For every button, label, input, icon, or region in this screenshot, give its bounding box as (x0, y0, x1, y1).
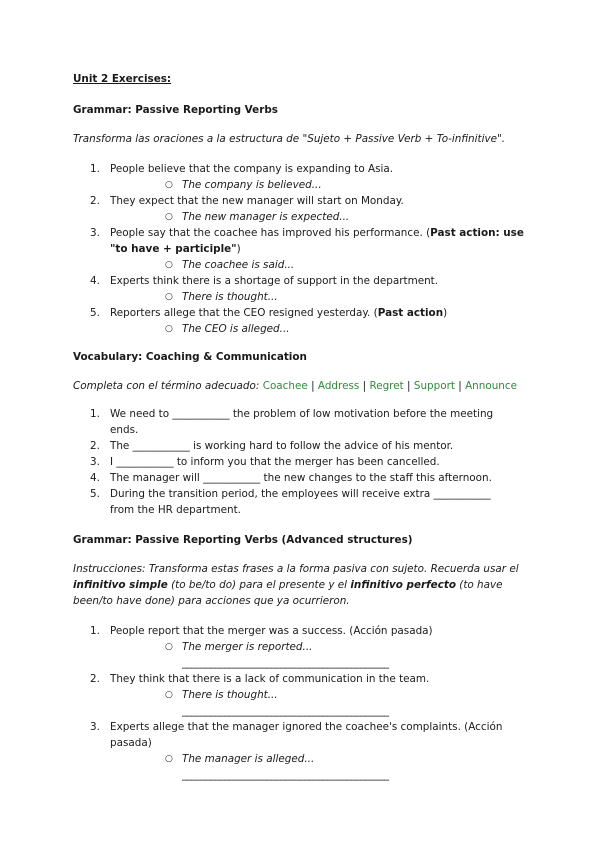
word-bank-item: Announce (465, 380, 517, 392)
item-text: Reporters allege that the CEO resigned yesterday. ( (110, 307, 378, 319)
item-hint: ○ The new manager is expected... (110, 209, 533, 225)
answer-blank-line[interactable]: ____________________________________________ (182, 769, 389, 781)
item-text: People say that the coachee has improved his performance. ( (110, 227, 431, 239)
item-text: They expect that the new manager will start on Monday. (110, 195, 404, 207)
vocabulary-instruction: Completa con el término adecuado: Coachee | Address | Regret | Support | Announce (73, 380, 517, 392)
item-text: They think that there is a lack of communication in the team. (110, 673, 430, 685)
section-heading-vocabulary: Vocabulary: Coaching & Communication (73, 351, 307, 363)
list-item: 2. They think that there is a lack of communication in the team. ○ There is thought... ____________________________________________ (73, 671, 533, 719)
section-heading-grammar: Grammar: Passive Reporting Verbs (73, 104, 278, 116)
section-instruction: Transforma las oraciones a la estructura de "Sujeto + Passive Verb + To-infinitive". (73, 133, 506, 145)
item-hint: ○ The coachee is said... (110, 257, 533, 273)
word-bank-item: Regret (369, 380, 404, 392)
item-text: The ___________ is working hard to follow the advice of his mentor. (110, 440, 454, 452)
item-note-bold: Past action: use "to have + participle" (110, 227, 524, 255)
list-item: 5. Reporters allege that the CEO resigned yesterday. (Past action) ○ The CEO is alleged... (73, 305, 533, 337)
item-note-bold: Past action (377, 307, 444, 319)
section-heading-advanced: Grammar: Passive Reporting Verbs (Advanced structures) (73, 534, 413, 546)
exercise-list-grammar (73, 161, 533, 337)
exercise-list-advanced (73, 623, 533, 783)
item-text: People believe that the company is expanding to Asia. (110, 163, 394, 175)
item-text: People report that the merger was a success. (Acción pasada) (110, 625, 433, 637)
word-bank-item: Support (413, 380, 455, 392)
list-item: 3. People say that the coachee has improved his performance. (Past action: use "to have + participle") ○ The coachee is said... (73, 225, 533, 273)
list-item: 1. People believe that the company is expanding to Asia. ○ The company is believed... (73, 161, 533, 193)
list-item: 2. They expect that the new manager will start on Monday. ○ The new manager is expected... (73, 193, 533, 225)
document-content (73, 71, 533, 783)
item-hint: ○ The CEO is alleged... (110, 321, 533, 337)
word-bank-item: Address (317, 380, 360, 392)
item-text: Experts think there is a shortage of support in the department. (110, 275, 439, 287)
answer-blank-line[interactable]: ____________________________________________ (182, 705, 389, 717)
item-text: During the transition period, the employees will receive extra ___________ from the HR department. (110, 488, 491, 516)
list-item: 4. The manager will ___________ the new changes to the staff this afternoon. (90, 472, 492, 484)
item-text: We need to ___________ the problem of low motivation before the meeting ends. (110, 408, 494, 436)
answer-blank-line[interactable]: ____________________________________________ (182, 657, 389, 669)
item-hint: ○ The merger is reported... ____________________________________________ (110, 639, 533, 671)
list-item: 4. Experts think there is a shortage of support in the department. ○ There is thought... (73, 273, 533, 305)
item-hint: ○ The manager is alleged... ____________________________________________ (110, 751, 533, 783)
item-text: The manager will ___________ the new changes to the staff this afternoon. (110, 472, 492, 484)
advanced-instruction: Instrucciones: Transforma estas frases a la forma pasiva con sujeto. Recuerda usar el infinitivo simple (to be/to do) para el presente y el infinitivo perfecto (to have been/to have done) para acciones que ya ocurrieron. (73, 563, 519, 607)
list-item: 5. During the transition period, the employees will receive extra ___________ from the HR department. (90, 488, 491, 516)
list-item: 1. People report that the merger was a success. (Acción pasada) ○ The merger is reported... ____________________________________________ (73, 623, 533, 671)
item-text: Experts allege that the manager ignored the coachee's complaints. (Acción pasada) (110, 721, 503, 749)
list-item: 2. The ___________ is working hard to follow the advice of his mentor. (90, 440, 454, 452)
item-text: I ___________ to inform you that the merger has been cancelled. (110, 456, 440, 468)
item-hint: ○ There is thought... ____________________________________________ (110, 687, 533, 719)
word-bank-item: Coachee (262, 380, 308, 392)
item-hint: ○ The company is believed... (110, 177, 533, 193)
exercise-list-vocabulary (73, 406, 533, 518)
item-hint: ○ There is thought... (110, 289, 533, 305)
list-item: 3. I ___________ to inform you that the merger has been cancelled. (90, 456, 440, 468)
list-item: 1. We need to ___________ the problem of low motivation before the meeting ends. (90, 408, 494, 436)
page-title: Unit 2 Exercises: (73, 73, 172, 85)
list-item: 3. Experts allege that the manager ignored the coachee's complaints. (Acción pasada) ○ The manager is alleged... ____________________________________________ (73, 719, 533, 783)
